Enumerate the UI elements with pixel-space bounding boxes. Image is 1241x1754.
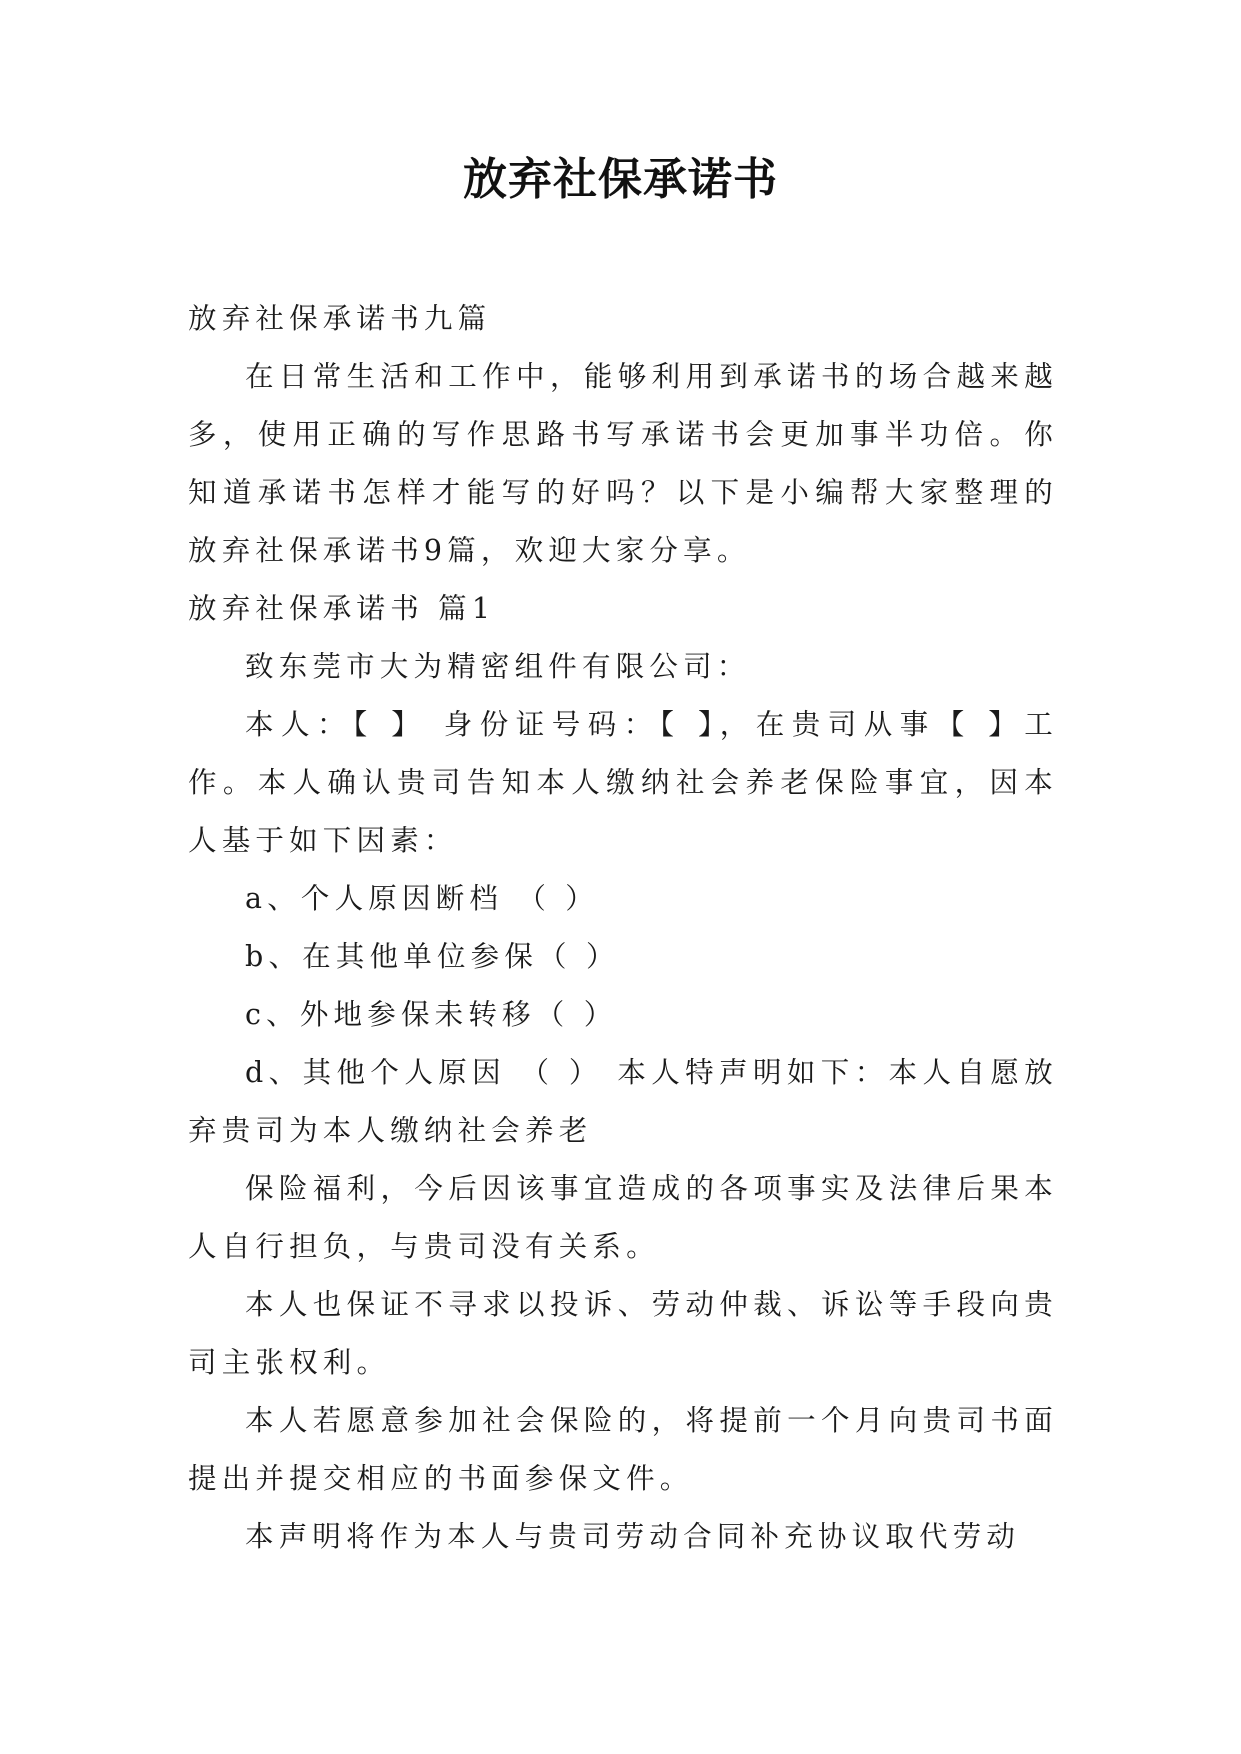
body-paragraph: 本人若愿意参加社会保险的，将提前一个月向贵司书面提出并提交相应的书面参保文件。: [188, 1404, 1058, 1495]
body-paragraph: 本人：【 】 身份证号码：【 】，在贵司从事【 】工作。本人确认贵司告知本人缴纳社会养老保险事宜，因本人基于如下因素：: [188, 708, 1058, 857]
document-body: [188, 290, 1058, 1566]
document-title: 放弃社保承诺书: [463, 154, 778, 205]
intro-paragraph: 在日常生活和工作中，能够利用到承诺书的场合越来越多，使用正确的写作思路书写承诺书会更加事半功倍。你知道承诺书怎样才能写的好吗？以下是小编帮大家整理的放弃社保承诺书9篇，欢迎大家分享。: [188, 360, 1058, 567]
addressee-line: 致东莞市大为精密组件有限公司：: [245, 650, 751, 683]
option-item-a: a、个人原因断档 （ ）: [245, 882, 600, 915]
section-heading: 放弃社保承诺书九篇: [188, 302, 492, 335]
option-item-d: d、其他个人原因 （ ） 本人特声明如下：本人自愿放弃贵司为本人缴纳社会养老: [188, 1056, 1058, 1147]
body-paragraph: 本声明将作为本人与贵司劳动合同补充协议取代劳动: [245, 1520, 1021, 1553]
option-item-b: b、在其他单位参保（ ）: [245, 940, 620, 973]
body-paragraph: 保险福利，今后因该事宜造成的各项事实及法律后果本人自行担负，与贵司没有关系。: [188, 1172, 1058, 1263]
option-item-c: c、外地参保未转移（ ）: [245, 998, 618, 1031]
body-paragraph: 本人也保证不寻求以投诉、劳动仲裁、诉讼等手段向贵司主张权利。: [188, 1288, 1058, 1379]
section-heading: 放弃社保承诺书 篇1: [188, 592, 496, 625]
